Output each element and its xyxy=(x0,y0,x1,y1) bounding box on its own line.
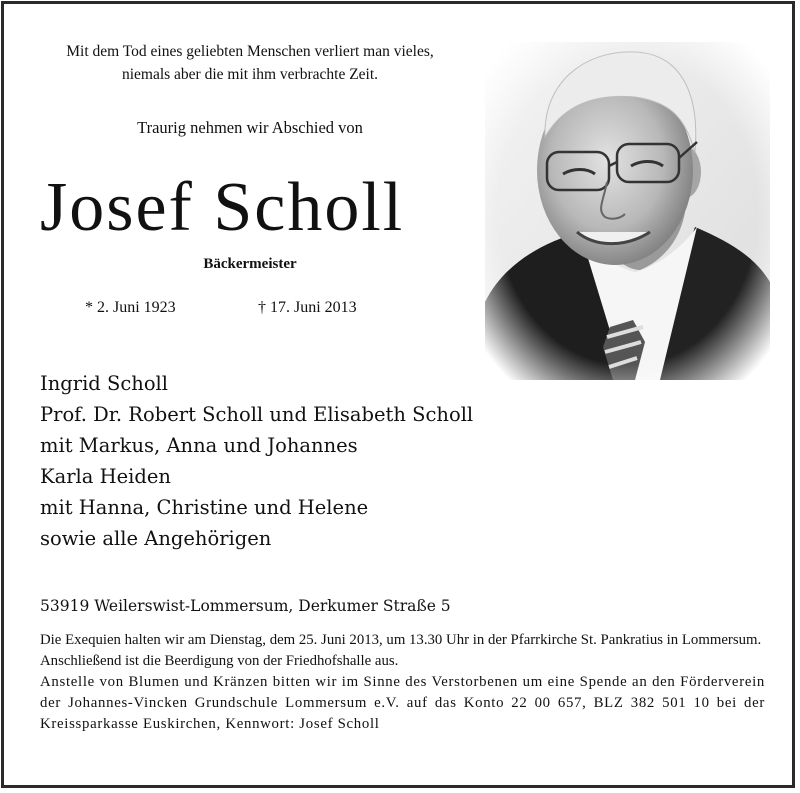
donation-text: Anstelle von Blumen und Kränzen bitten wir im Sinne des Verstorbenen um eine Spende an den Förderverein der Johannes-Vincken Grundschule Lommersum e.V. auf das Konto 22 00 657, BLZ 382 501 10 bei der Kreissparkasse Euskirchen, Kennwort: Josef Scholl xyxy=(40,674,765,732)
family-member: Prof. Dr. Robert Scholl und Elisabeth Scholl xyxy=(40,403,474,426)
deceased-profession: Bäckermeister xyxy=(203,256,297,272)
family-member: mit Hanna, Christine und Helene xyxy=(40,496,369,519)
family-member: sowie alle Angehörigen xyxy=(40,527,272,550)
burial-text: Anschließend ist die Beerdigung von der Friedhofshalle aus. xyxy=(40,653,399,669)
family-member: Ingrid Scholl xyxy=(40,372,169,395)
death-date: † 17. Juni 2013 xyxy=(258,299,357,316)
quote-line-2: niemals aber die mit ihm verbrachte Zeit. xyxy=(121,66,379,83)
exequien-text: Die Exequien halten wir am Dienstag, dem 25. Juni 2013, um 13.30 Uhr in der Pfarrkirche St. Pankratius in Lommersum. xyxy=(40,632,762,648)
ceremony-details xyxy=(40,630,765,735)
quote-line-1: Mit dem Tod eines geliebten Menschen verliert man vieles, xyxy=(66,43,434,60)
family-list xyxy=(40,368,473,554)
deceased-name: Josef Scholl xyxy=(40,169,405,246)
family-member: Karla Heiden xyxy=(40,465,171,488)
portrait-photo xyxy=(485,42,770,380)
portrait-illustration xyxy=(485,42,770,380)
family-address: 53919 Weilerswist-Lommersum, Derkumer Straße 5 xyxy=(40,597,451,615)
farewell-intro: Traurig nehmen wir Abschied von xyxy=(137,118,363,137)
memorial-quote xyxy=(30,40,470,86)
family-member: mit Markus, Anna und Johannes xyxy=(40,434,358,457)
birth-date: * 2. Juni 1923 xyxy=(85,299,176,316)
